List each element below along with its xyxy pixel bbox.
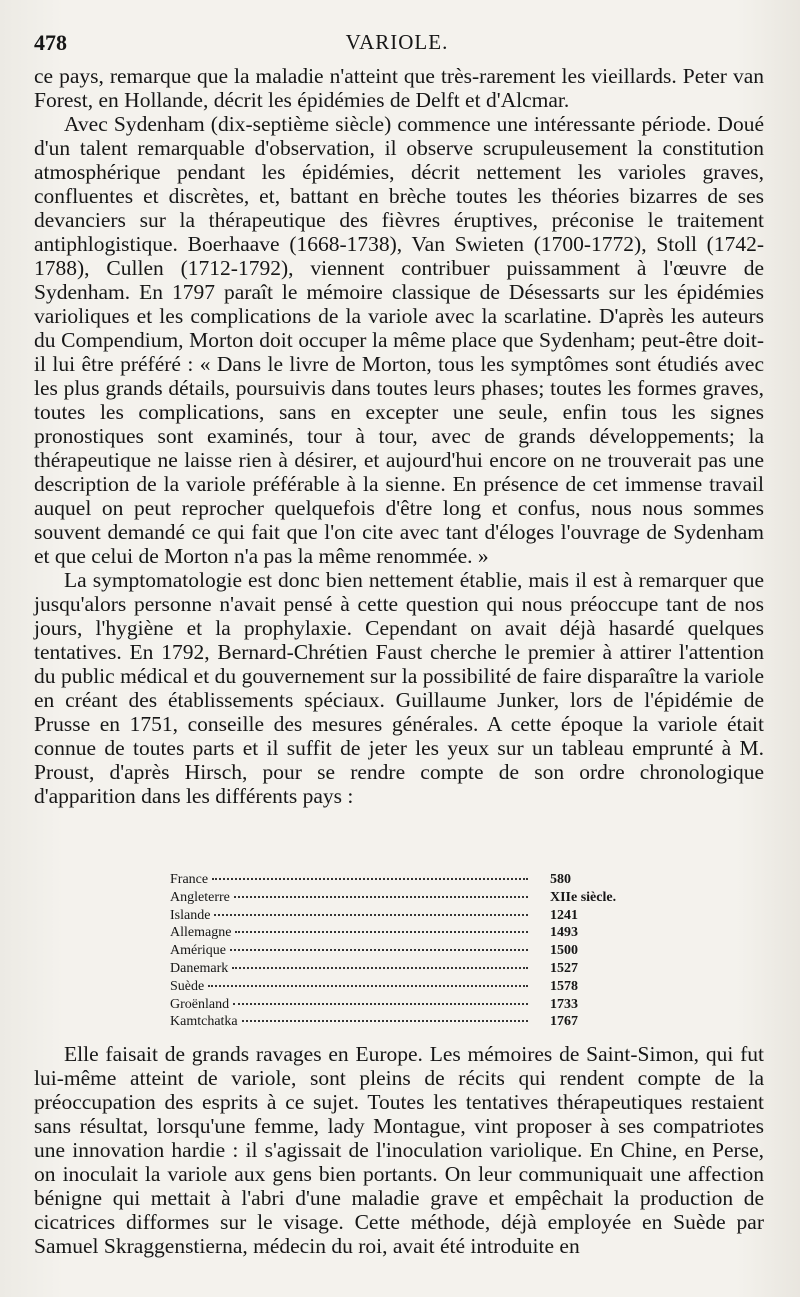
- date-value: 1733: [550, 996, 578, 1012]
- dot-leader: [208, 975, 528, 987]
- country-name: Groënland: [170, 996, 230, 1012]
- page-number: 478: [34, 30, 67, 55]
- date-value: 1527: [550, 960, 578, 976]
- dot-leader: [232, 957, 528, 969]
- country-name: Allemagne: [170, 925, 232, 941]
- dot-leader: [242, 1010, 528, 1022]
- dot-leader: [235, 921, 528, 933]
- dot-leader: [212, 868, 528, 880]
- country-name: Amérique: [170, 943, 226, 959]
- paragraph-sydenham: Avec Sydenham (dix-septième siècle) commence une intéressante période. Doué d'un talent remarquable d'observation, il observe scrupuleusement la constitution atmosphérique pendant les épidémies, décrit nettement les varioles graves, confluentes et discrètes, et, battant en brèche toutes les théories bizarres de ses devanciers sur la thérapeutique des fièvres éruptives, préconise le traitement antiphlogistique. Boerhaave (1668-1738), Van Swieten (1700-1772), Stoll (1742-1788), Cullen (1712-1792), viennent contribuer puissamment à l'œuvre de Sydenham. En 1797 paraît le mémoire classique de Désessarts sur les épidémies varioliques et les complications de la variole avec la scarlatine. D'après les auteurs du Compendium, Morton doit occuper la même place que Sydenham; peut-être doit-il lui être préféré : « Dans le livre de Morton, tous les symptômes sont étudiés avec les plus grands détails, poursuivis dans toutes leurs phases; toutes les formes graves, toutes les complications, sans en excepter une seule, enfin tous les signes pronostiques sont examinés, tour à tour, avec de grands développements; la thérapeutique ne laisse rien à désirer, et aujourd'hui encore on ne trouverait pas une description de la variole préférable à la sienne. En présence de cet immense travail auquel on peut reprocher quelquefois d'être long et confus, nous nous sommes souvent demandé ce qui fait que l'on cite avec tant d'éloges l'ouvrage de Sydenham et que celui de Morton n'a pas la même renommée. »: [34, 112, 764, 568]
- body-text-upper: [34, 64, 764, 808]
- country-name: Suède: [170, 978, 205, 994]
- country-name: Kamtchatka: [170, 1014, 238, 1030]
- dot-leader: [230, 939, 528, 951]
- date-value: 1493: [550, 925, 578, 941]
- date-value: 1241: [550, 907, 578, 923]
- date-value: 580: [550, 872, 571, 887]
- date-value: 1767: [550, 1014, 578, 1030]
- paragraph-continuation: ce pays, remarque que la maladie n'atteint que très-rarement les vieillards. Peter van Forest, en Hollande, décrit les épidémies de Delft et d'Alcmar.: [34, 64, 764, 112]
- country-name: Danemark: [170, 960, 229, 976]
- table-row: [170, 1013, 640, 1031]
- date-value: 1500: [550, 943, 578, 959]
- dot-leader: [234, 886, 528, 898]
- paragraph-ravages: Elle faisait de grands ravages en Europe. Les mémoires de Saint-Simon, qui fut lui-même atteint de variole, sont pleins de récits qui rendent compte de la préoccupation des esprits à ce sujet. Toutes les tentatives thérapeutiques restaient sans résultat, lorsqu'une femme, lady Montague, vint proposer à ses compatriotes une innovation hardie : il s'agissait de l'inoculation variolique. En Chine, en Perse, on inoculait la variole aux gens bien portants. On leur communiquait une affection bénigne qui mettait à l'abri d'une maladie grave et empêchait la production de cicatrices difformes sur le visage. Cette méthode, déjà employée en Suède par Samuel Skraggenstierna, médecin du roi, avait été introduite en: [34, 1042, 764, 1258]
- dot-leader: [214, 904, 528, 916]
- running-title: VARIOLE.: [345, 30, 449, 54]
- country-name: France: [170, 872, 209, 887]
- date-value: XIIe siècle.: [550, 889, 617, 905]
- paragraph-symptomatologie: La symptomatologie est donc bien nettement établie, mais il est à remarquer que jusqu'alors personne n'avait pensé à cette question qui nous préoccupe tant de nos jours, l'hygiène et la prophylaxie. Cependant on avait déjà hasardé quelques tentatives. En 1792, Bernard-Chrétien Faust cherche le premier à attirer l'attention du public médical et du gouvernement sur la possibilité de faire disparaître la variole en créant des établissements spéciaux. Guillaume Junker, lors de l'épidémie de Prusse en 1751, conseille des mesures générales. A cette époque la variole était connue de toutes parts et il suffit de jeter les yeux sur un tableau emprunté à M. Proust, d'après Hirsch, pour se rendre compte de son ordre chronologique d'apparition dans les différents pays :: [34, 568, 764, 808]
- page-header: [34, 30, 760, 58]
- dot-leader: [233, 993, 528, 1005]
- chronology-table: [170, 871, 640, 1031]
- country-name: Islande: [170, 907, 211, 923]
- body-text-lower: [34, 1042, 764, 1258]
- date-value: 1578: [550, 978, 578, 994]
- country-name: Angleterre: [170, 889, 230, 905]
